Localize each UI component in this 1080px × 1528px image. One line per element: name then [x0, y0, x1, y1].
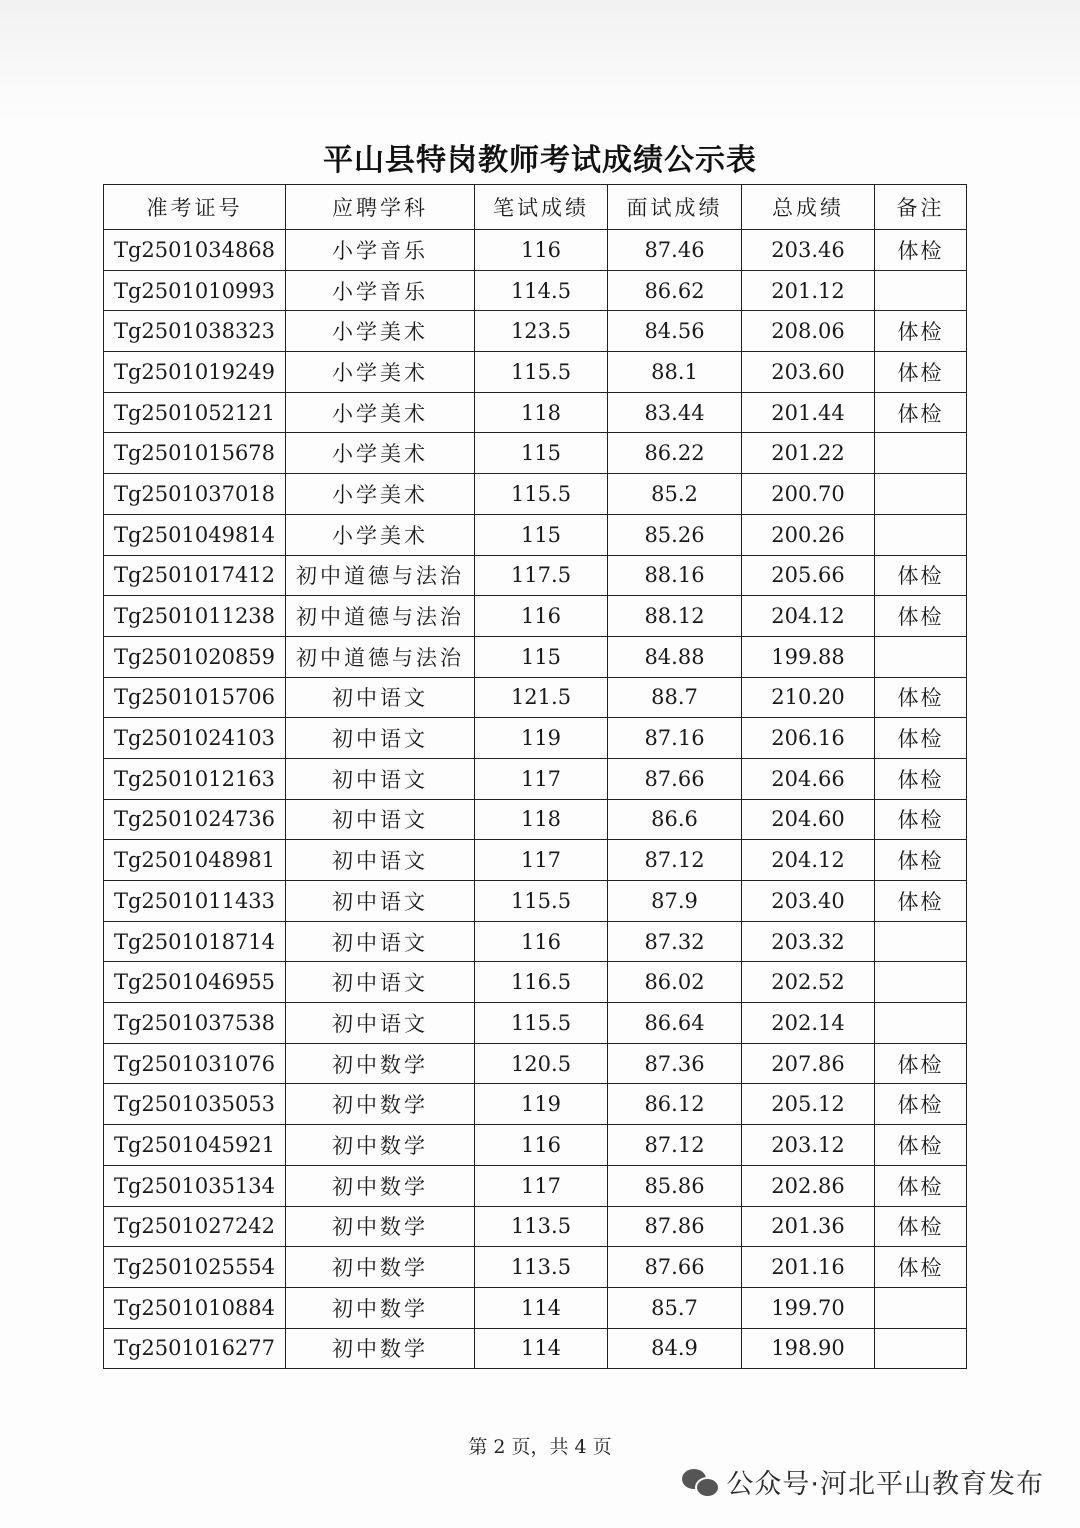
- cell-exam-id: Tg2501035134: [104, 1165, 286, 1206]
- cell-total-score: 201.36: [742, 1206, 875, 1247]
- table-row: [104, 1247, 967, 1288]
- cell-written-score: 115.5: [475, 474, 608, 515]
- cell-interview-score: 87.66: [608, 1247, 742, 1288]
- cell-interview-score: 88.7: [608, 677, 742, 718]
- cell-interview-score: 87.16: [608, 718, 742, 759]
- cell-subject: 初中语文: [286, 921, 475, 962]
- cell-total-score: 201.44: [742, 392, 875, 433]
- cell-total-score: 207.86: [742, 1043, 875, 1084]
- cell-interview-score: 84.56: [608, 311, 742, 352]
- cell-subject: 初中道德与法治: [286, 596, 475, 637]
- cell-total-score: 210.20: [742, 677, 875, 718]
- cell-interview-score: 88.1: [608, 352, 742, 393]
- cell-written-score: 114: [475, 1287, 608, 1328]
- cell-total-score: 203.40: [742, 881, 875, 922]
- cell-note: [875, 514, 967, 555]
- table-row: [104, 758, 967, 799]
- table-row: [104, 881, 967, 922]
- header-interview-score: 面试成绩: [608, 185, 742, 230]
- cell-subject: 初中道德与法治: [286, 636, 475, 677]
- watermark: [682, 1462, 1044, 1501]
- cell-exam-id: Tg2501037538: [104, 1003, 286, 1044]
- cell-total-score: 201.12: [742, 270, 875, 311]
- cell-interview-score: 86.02: [608, 962, 742, 1003]
- cell-subject: 初中数学: [286, 1328, 475, 1369]
- cell-exam-id: Tg2501015678: [104, 433, 286, 474]
- cell-total-score: 200.70: [742, 474, 875, 515]
- cell-subject: 小学美术: [286, 311, 475, 352]
- cell-written-score: 115: [475, 433, 608, 474]
- cell-note: 体检: [875, 1043, 967, 1084]
- page-number: 第 2 页，共 4 页: [468, 1436, 612, 1458]
- cell-written-score: 117: [475, 1165, 608, 1206]
- cell-subject: 初中道德与法治: [286, 555, 475, 596]
- cell-total-score: 205.66: [742, 555, 875, 596]
- cell-written-score: 118: [475, 799, 608, 840]
- cell-written-score: 120.5: [475, 1043, 608, 1084]
- cell-note: 体检: [875, 881, 967, 922]
- cell-exam-id: Tg2501025554: [104, 1247, 286, 1288]
- cell-written-score: 116: [475, 1125, 608, 1166]
- cell-interview-score: 85.86: [608, 1165, 742, 1206]
- cell-written-score: 121.5: [475, 677, 608, 718]
- cell-written-score: 123.5: [475, 311, 608, 352]
- cell-exam-id: Tg2501024103: [104, 718, 286, 759]
- cell-interview-score: 86.12: [608, 1084, 742, 1125]
- cell-subject: 小学美术: [286, 392, 475, 433]
- cell-interview-score: 87.66: [608, 758, 742, 799]
- cell-written-score: 117: [475, 758, 608, 799]
- cell-total-score: 203.60: [742, 352, 875, 393]
- cell-interview-score: 88.16: [608, 555, 742, 596]
- cell-written-score: 116: [475, 921, 608, 962]
- table-row: [104, 555, 967, 596]
- cell-exam-id: Tg2501035053: [104, 1084, 286, 1125]
- cell-exam-id: Tg2501020859: [104, 636, 286, 677]
- cell-interview-score: 88.12: [608, 596, 742, 637]
- table-row: [104, 677, 967, 718]
- cell-subject: 小学美术: [286, 514, 475, 555]
- cell-subject: 初中语文: [286, 962, 475, 1003]
- cell-total-score: 202.14: [742, 1003, 875, 1044]
- cell-exam-id: Tg2501048981: [104, 840, 286, 881]
- cell-subject: 初中语文: [286, 1003, 475, 1044]
- table-row: [104, 1165, 967, 1206]
- cell-interview-score: 86.22: [608, 433, 742, 474]
- cell-note: [875, 474, 967, 515]
- cell-subject: 初中语文: [286, 840, 475, 881]
- cell-note: 体检: [875, 1206, 967, 1247]
- cell-written-score: 114.5: [475, 270, 608, 311]
- cell-interview-score: 84.88: [608, 636, 742, 677]
- cell-written-score: 117: [475, 840, 608, 881]
- cell-interview-score: 85.26: [608, 514, 742, 555]
- cell-note: 体检: [875, 840, 967, 881]
- cell-subject: 小学美术: [286, 474, 475, 515]
- cell-total-score: 204.60: [742, 799, 875, 840]
- cell-written-score: 113.5: [475, 1206, 608, 1247]
- cell-note: 体检: [875, 230, 967, 271]
- cell-note: [875, 962, 967, 1003]
- table-row: [104, 514, 967, 555]
- cell-exam-id: Tg2501024736: [104, 799, 286, 840]
- cell-subject: 小学音乐: [286, 270, 475, 311]
- cell-note: 体检: [875, 1125, 967, 1166]
- cell-exam-id: Tg2501034868: [104, 230, 286, 271]
- cell-total-score: 204.66: [742, 758, 875, 799]
- cell-interview-score: 87.9: [608, 881, 742, 922]
- table-row: [104, 921, 967, 962]
- cell-exam-id: Tg2501011433: [104, 881, 286, 922]
- cell-written-score: 113.5: [475, 1247, 608, 1288]
- cell-note: 体检: [875, 799, 967, 840]
- cell-total-score: 202.52: [742, 962, 875, 1003]
- cell-total-score: 201.16: [742, 1247, 875, 1288]
- cell-written-score: 116: [475, 230, 608, 271]
- cell-exam-id: Tg2501031076: [104, 1043, 286, 1084]
- cell-subject: 初中数学: [286, 1247, 475, 1288]
- table-row: [104, 311, 967, 352]
- cell-total-score: 203.32: [742, 921, 875, 962]
- cell-note: 体检: [875, 1084, 967, 1125]
- cell-exam-id: Tg2501052121: [104, 392, 286, 433]
- page-title: 平山县特岗教师考试成绩公示表: [323, 143, 757, 178]
- cell-interview-score: 86.6: [608, 799, 742, 840]
- cell-total-score: 204.12: [742, 840, 875, 881]
- cell-note: 体检: [875, 718, 967, 759]
- table-row: [104, 1084, 967, 1125]
- table-row: [104, 840, 967, 881]
- cell-note: 体检: [875, 596, 967, 637]
- cell-note: [875, 636, 967, 677]
- cell-exam-id: Tg2501017412: [104, 555, 286, 596]
- table-header-row: [104, 185, 967, 230]
- table-row: [104, 636, 967, 677]
- cell-note: [875, 433, 967, 474]
- table-row: [104, 718, 967, 759]
- table-row: [104, 1328, 967, 1369]
- cell-total-score: 204.12: [742, 596, 875, 637]
- cell-exam-id: Tg2501015706: [104, 677, 286, 718]
- table-row: [104, 392, 967, 433]
- cell-note: 体检: [875, 677, 967, 718]
- cell-exam-id: Tg2501010993: [104, 270, 286, 311]
- cell-total-score: 200.26: [742, 514, 875, 555]
- cell-subject: 初中语文: [286, 881, 475, 922]
- table-row: [104, 1287, 967, 1328]
- cell-total-score: 203.46: [742, 230, 875, 271]
- table-row: [104, 352, 967, 393]
- cell-written-score: 119: [475, 1084, 608, 1125]
- cell-total-score: 198.90: [742, 1328, 875, 1369]
- cell-note: [875, 921, 967, 962]
- cell-interview-score: 87.32: [608, 921, 742, 962]
- cell-subject: 初中数学: [286, 1043, 475, 1084]
- scan-shading: [0, 0, 1080, 120]
- table-row: [104, 1003, 967, 1044]
- cell-subject: 小学美术: [286, 433, 475, 474]
- cell-note: [875, 1328, 967, 1369]
- table-row: [104, 230, 967, 271]
- cell-total-score: 206.16: [742, 718, 875, 759]
- cell-note: 体检: [875, 311, 967, 352]
- table-row: [104, 433, 967, 474]
- table-row: [104, 1206, 967, 1247]
- cell-note: 体检: [875, 555, 967, 596]
- cell-exam-id: Tg2501045921: [104, 1125, 286, 1166]
- cell-subject: 初中数学: [286, 1165, 475, 1206]
- table-row: [104, 1125, 967, 1166]
- cell-subject: 初中数学: [286, 1206, 475, 1247]
- table-row: [104, 799, 967, 840]
- header-note: 备注: [875, 185, 967, 230]
- cell-exam-id: Tg2501011238: [104, 596, 286, 637]
- header-total-score: 总成绩: [742, 185, 875, 230]
- cell-exam-id: Tg2501038323: [104, 311, 286, 352]
- cell-written-score: 116: [475, 596, 608, 637]
- cell-interview-score: 87.46: [608, 230, 742, 271]
- watermark-text: 公众号·河北平山教育发布: [726, 1469, 1044, 1500]
- cell-subject: 小学美术: [286, 352, 475, 393]
- table-row: [104, 596, 967, 637]
- header-subject: 应聘学科: [286, 185, 475, 230]
- cell-total-score: 199.70: [742, 1287, 875, 1328]
- cell-note: 体检: [875, 392, 967, 433]
- cell-written-score: 115.5: [475, 881, 608, 922]
- cell-interview-score: 84.9: [608, 1328, 742, 1369]
- cell-interview-score: 86.62: [608, 270, 742, 311]
- cell-subject: 初中语文: [286, 677, 475, 718]
- cell-subject: 初中数学: [286, 1084, 475, 1125]
- cell-interview-score: 87.12: [608, 1125, 742, 1166]
- cell-interview-score: 83.44: [608, 392, 742, 433]
- cell-exam-id: Tg2501019249: [104, 352, 286, 393]
- cell-exam-id: Tg2501010884: [104, 1287, 286, 1328]
- cell-exam-id: Tg2501018714: [104, 921, 286, 962]
- cell-exam-id: Tg2501027242: [104, 1206, 286, 1247]
- cell-written-score: 115: [475, 636, 608, 677]
- table-row: [104, 474, 967, 515]
- cell-total-score: 208.06: [742, 311, 875, 352]
- cell-exam-id: Tg2501012163: [104, 758, 286, 799]
- wechat-icon: [682, 1467, 718, 1497]
- cell-note: 体检: [875, 758, 967, 799]
- cell-written-score: 114: [475, 1328, 608, 1369]
- cell-note: 体检: [875, 352, 967, 393]
- cell-total-score: 203.12: [742, 1125, 875, 1166]
- cell-written-score: 115.5: [475, 352, 608, 393]
- cell-total-score: 202.86: [742, 1165, 875, 1206]
- cell-subject: 初中语文: [286, 758, 475, 799]
- cell-note: [875, 1003, 967, 1044]
- cell-interview-score: 85.2: [608, 474, 742, 515]
- cell-written-score: 117.5: [475, 555, 608, 596]
- header-exam-id: 准考证号: [104, 185, 286, 230]
- table-row: [104, 1043, 967, 1084]
- cell-exam-id: Tg2501037018: [104, 474, 286, 515]
- cell-written-score: 116.5: [475, 962, 608, 1003]
- header-written-score: 笔试成绩: [475, 185, 608, 230]
- cell-interview-score: 87.36: [608, 1043, 742, 1084]
- cell-interview-score: 87.86: [608, 1206, 742, 1247]
- cell-exam-id: Tg2501046955: [104, 962, 286, 1003]
- cell-note: [875, 270, 967, 311]
- cell-subject: 初中数学: [286, 1287, 475, 1328]
- table-row: [104, 270, 967, 311]
- cell-subject: 初中语文: [286, 718, 475, 759]
- cell-interview-score: 86.64: [608, 1003, 742, 1044]
- cell-total-score: 199.88: [742, 636, 875, 677]
- table-body: [104, 230, 967, 1369]
- cell-total-score: 201.22: [742, 433, 875, 474]
- cell-interview-score: 85.7: [608, 1287, 742, 1328]
- table-row: [104, 962, 967, 1003]
- cell-written-score: 119: [475, 718, 608, 759]
- cell-exam-id: Tg2501049814: [104, 514, 286, 555]
- cell-subject: 小学音乐: [286, 230, 475, 271]
- cell-note: 体检: [875, 1165, 967, 1206]
- cell-written-score: 118: [475, 392, 608, 433]
- cell-total-score: 205.12: [742, 1084, 875, 1125]
- cell-interview-score: 87.12: [608, 840, 742, 881]
- cell-written-score: 115: [475, 514, 608, 555]
- cell-written-score: 115.5: [475, 1003, 608, 1044]
- cell-note: 体检: [875, 1247, 967, 1288]
- cell-subject: 初中语文: [286, 799, 475, 840]
- scores-table: [103, 184, 967, 1369]
- cell-note: [875, 1287, 967, 1328]
- cell-subject: 初中数学: [286, 1125, 475, 1166]
- cell-exam-id: Tg2501016277: [104, 1328, 286, 1369]
